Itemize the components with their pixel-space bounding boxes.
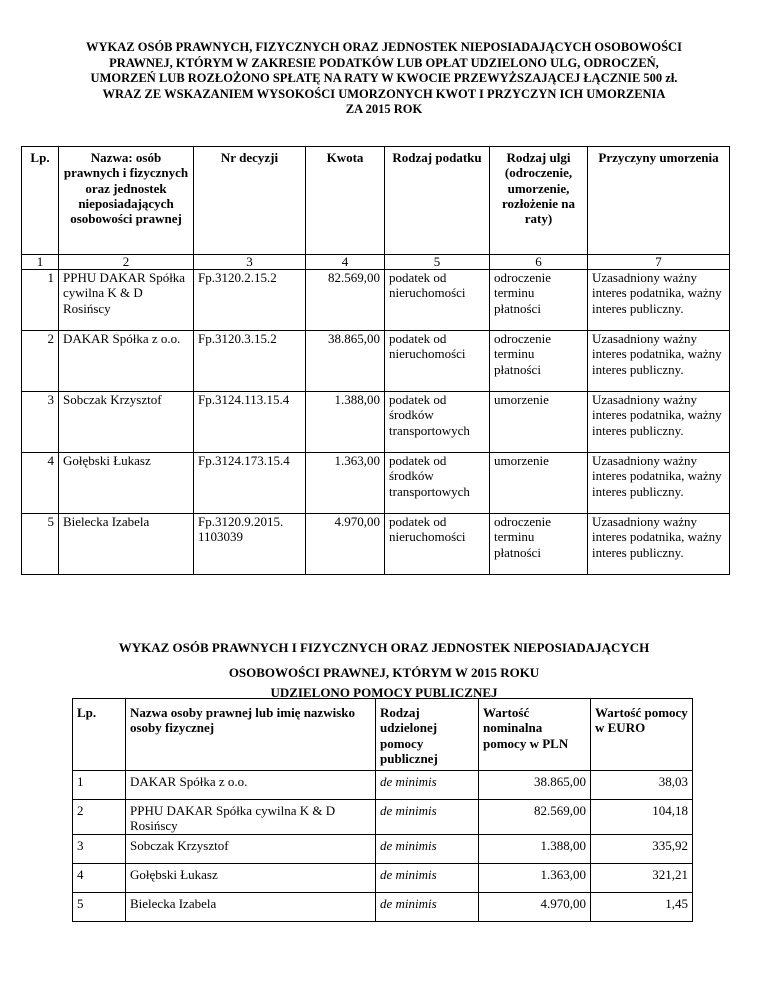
- header-relief: Rodzaj ulgi (odroczenie, umorzenie, rozłożenie na raty): [490, 147, 588, 255]
- title-line: UMORZEŃ LUB ROZŁOŻONO SPŁATĘ NA RATY W KWOCIE PRZEWYŻSZAJĄCEJ ŁĄCZNIE 500 zł.: [90, 71, 678, 85]
- cell-decision: Fp.3124.113.15.4: [194, 392, 306, 453]
- cell-name: PPHU DAKAR Spółka cywilna K & D Rosińscy: [126, 800, 376, 835]
- section-heading: UDZIELONO POMOCY PUBLICZNEJ: [270, 685, 498, 700]
- cell-reason: Uzasadniony ważny interes podatnika, ważny interes publiczny.: [588, 453, 730, 514]
- cell-relief: umorzenie: [490, 392, 588, 453]
- cell-name: DAKAR Spółka z o.o.: [59, 331, 194, 392]
- cell-lp: 5: [22, 514, 59, 575]
- cell-name: DAKAR Spółka z o.o.: [126, 771, 376, 800]
- cell-type: de minimis: [376, 771, 479, 800]
- relief-table: [21, 146, 730, 575]
- cell-name: Sobczak Krzysztof: [126, 834, 376, 863]
- table-row: [22, 453, 730, 514]
- title-line: PRAWNEJ, KTÓRYM W ZAKRESIE PODATKÓW LUB OPŁAT UDZIELONO ULG, ODROCZEŃ,: [109, 55, 659, 70]
- table-row: [73, 834, 693, 863]
- cell-reason: Uzasadniony ważny interes podatnika, ważny interes publiczny.: [588, 270, 730, 331]
- table-header-row: [22, 147, 730, 255]
- cell-pln: 38.865,00: [479, 771, 591, 800]
- cell-relief: odroczenie terminu płatności: [490, 270, 588, 331]
- cell-reason: Uzasadniony ważny interes podatnika, ważny interes publiczny.: [588, 392, 730, 453]
- cell-decision: Fp.3120.9.2015. 1103039: [194, 514, 306, 575]
- section-heading: OSOBOWOŚCI PRAWNEJ, KTÓRYM W 2015 ROKU: [228, 665, 540, 680]
- cell-pln: 1.363,00: [479, 863, 591, 892]
- cell-tax: podatek od nieruchomości: [385, 514, 490, 575]
- column-number: 7: [588, 255, 730, 270]
- table-row: [73, 863, 693, 892]
- column-number: 4: [306, 255, 385, 270]
- cell-eur: 38,03: [591, 771, 693, 800]
- header-tax: Rodzaj podatku: [385, 147, 490, 255]
- header-reason: Przyczyny umorzenia: [588, 147, 730, 255]
- table-row: [22, 392, 730, 453]
- cell-pln: 82.569,00: [479, 800, 591, 835]
- table-row: [22, 514, 730, 575]
- cell-name: Gołębski Łukasz: [126, 863, 376, 892]
- cell-relief: odroczenie terminu płatności: [490, 514, 588, 575]
- cell-lp: 4: [73, 863, 126, 892]
- cell-pln: 1.388,00: [479, 834, 591, 863]
- cell-lp: 1: [73, 771, 126, 800]
- header-name: Nazwa: osób prawnych i fizycznych oraz jednostek nieposiadających osobowości prawnej: [59, 147, 194, 255]
- header-pln: Wartość nominalna pomocy w PLN: [479, 699, 591, 771]
- cell-amount: 1.363,00: [306, 453, 385, 514]
- cell-amount: 1.388,00: [306, 392, 385, 453]
- cell-name: Bielecka Izabela: [59, 514, 194, 575]
- table-row: [73, 800, 693, 835]
- table-row: [73, 892, 693, 921]
- cell-pln: 4.970,00: [479, 892, 591, 921]
- header-lp: Lp.: [73, 699, 126, 771]
- cell-name: PPHU DAKAR Spółka cywilna K & D Rosińscy: [59, 270, 194, 331]
- document-title: [20, 40, 748, 118]
- cell-tax: podatek od środków transportowych: [385, 392, 490, 453]
- cell-eur: 104,18: [591, 800, 693, 835]
- cell-amount: 4.970,00: [306, 514, 385, 575]
- cell-decision: Fp.3120.3.15.2: [194, 331, 306, 392]
- cell-lp: 5: [73, 892, 126, 921]
- cell-tax: podatek od środków transportowych: [385, 453, 490, 514]
- column-number: 2: [59, 255, 194, 270]
- cell-reason: Uzasadniony ważny interes podatnika, ważny interes publiczny.: [588, 331, 730, 392]
- cell-lp: 2: [22, 331, 59, 392]
- header-eur: Wartość pomocy w EURO: [591, 699, 693, 771]
- column-number: 5: [385, 255, 490, 270]
- table-row: [73, 771, 693, 800]
- cell-lp: 3: [73, 834, 126, 863]
- cell-type: de minimis: [376, 892, 479, 921]
- column-number-row: [22, 255, 730, 270]
- cell-type: de minimis: [376, 834, 479, 863]
- cell-lp: 1: [22, 270, 59, 331]
- cell-eur: 321,21: [591, 863, 693, 892]
- header-lp: Lp.: [22, 147, 59, 255]
- cell-tax: podatek od nieruchomości: [385, 331, 490, 392]
- cell-type: de minimis: [376, 800, 479, 835]
- cell-decision: Fp.3124.173.15.4: [194, 453, 306, 514]
- cell-tax: podatek od nieruchomości: [385, 270, 490, 331]
- aid-table: [72, 698, 693, 922]
- cell-relief: umorzenie: [490, 453, 588, 514]
- cell-lp: 2: [73, 800, 126, 835]
- cell-relief: odroczenie terminu płatności: [490, 331, 588, 392]
- header-amount: Kwota: [306, 147, 385, 255]
- table-header-row: [73, 699, 693, 771]
- cell-name: Bielecka Izabela: [126, 892, 376, 921]
- title-line: WRAZ ZE WSKAZANIEM WYSOKOŚCI UMORZONYCH KWOT I PRZYCZYN ICH UMORZENIA: [102, 86, 666, 101]
- header-name: Nazwa osoby prawnej lub imię nazwisko osoby fizycznej: [126, 699, 376, 771]
- section-heading: WYKAZ OSÓB PRAWNYCH I FIZYCZNYCH ORAZ JEDNOSTEK NIEPOSIADAJĄCYCH: [118, 640, 650, 655]
- column-number: 1: [22, 255, 59, 270]
- cell-eur: 335,92: [591, 834, 693, 863]
- cell-type: de minimis: [376, 863, 479, 892]
- cell-eur: 1,45: [591, 892, 693, 921]
- header-decision: Nr decyzji: [194, 147, 306, 255]
- column-number: 6: [490, 255, 588, 270]
- cell-name: Gołębski Łukasz: [59, 453, 194, 514]
- header-type: Rodzaj udzielonej pomocy publicznej: [376, 699, 479, 771]
- cell-lp: 4: [22, 453, 59, 514]
- table-row: [22, 270, 730, 331]
- title-line: WYKAZ OSÓB PRAWNYCH, FIZYCZNYCH ORAZ JEDNOSTEK NIEPOSIADAJĄCYCH OSOBOWOŚCI: [86, 40, 682, 54]
- cell-lp: 3: [22, 392, 59, 453]
- title-line: ZA 2015 ROK: [345, 102, 423, 116]
- table-row: [22, 331, 730, 392]
- column-number: 3: [194, 255, 306, 270]
- cell-reason: Uzasadniony ważny interes podatnika, ważny interes publiczny.: [588, 514, 730, 575]
- cell-name: Sobczak Krzysztof: [59, 392, 194, 453]
- cell-amount: 38.865,00: [306, 331, 385, 392]
- cell-amount: 82.569,00: [306, 270, 385, 331]
- cell-decision: Fp.3120.2.15.2: [194, 270, 306, 331]
